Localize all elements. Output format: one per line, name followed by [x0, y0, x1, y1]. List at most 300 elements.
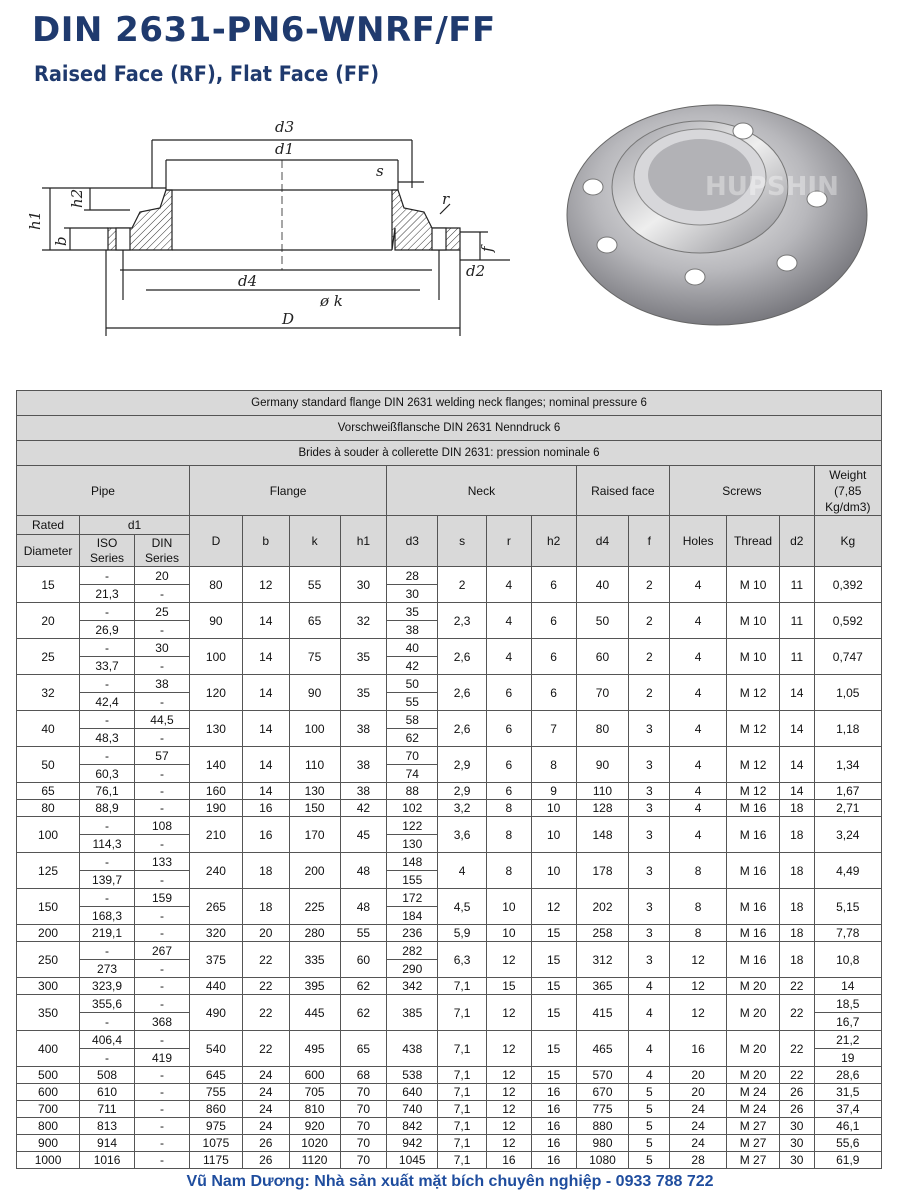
header-neck: Neck — [387, 466, 576, 516]
cell-d3: 88 — [387, 783, 438, 800]
cell-holes: 4 — [670, 747, 727, 783]
cell-dn: 600 — [17, 1084, 80, 1101]
cell-D: 80 — [189, 567, 242, 603]
cell-holes: 4 — [670, 800, 727, 817]
cell-iso: 1016 — [80, 1152, 135, 1169]
cell-kg: 31,5 — [814, 1084, 881, 1101]
cell-thread: M 12 — [727, 711, 780, 747]
cell-iso: 76,1 — [80, 783, 135, 800]
cell-h1: 55 — [340, 925, 387, 942]
cell-b: 26 — [242, 1135, 289, 1152]
cell-s: 6,3 — [438, 942, 487, 978]
cell-din: 368 — [135, 1013, 190, 1031]
cell-r: 12 — [487, 1067, 532, 1084]
cell-b: 26 — [242, 1152, 289, 1169]
cell-d3: 385 — [387, 995, 438, 1031]
cell-d4: 80 — [576, 711, 629, 747]
cell-D: 1075 — [189, 1135, 242, 1152]
table-row — [17, 1101, 882, 1118]
cell-h2: 16 — [531, 1101, 576, 1118]
cell-d4: 148 — [576, 817, 629, 853]
cell-D: 490 — [189, 995, 242, 1031]
cell-b: 14 — [242, 783, 289, 800]
cell-din: 267 — [135, 942, 190, 960]
cell-d3: 38 — [387, 621, 438, 639]
cell-k: 100 — [289, 711, 340, 747]
cell-kg: 4,49 — [814, 853, 881, 889]
header-col-h1: h1 — [340, 516, 387, 567]
cell-f: 3 — [629, 711, 670, 747]
cell-f: 4 — [629, 1067, 670, 1084]
cell-din: - — [135, 1101, 190, 1118]
cell-din: - — [135, 1152, 190, 1169]
cell-thread: M 16 — [727, 800, 780, 817]
cell-k: 65 — [289, 603, 340, 639]
cell-dn: 50 — [17, 747, 80, 783]
label-f: f — [478, 246, 496, 252]
cell-d4: 40 — [576, 567, 629, 603]
cell-kg: 5,15 — [814, 889, 881, 925]
header-col-d3: d3 — [387, 516, 438, 567]
cell-D: 90 — [189, 603, 242, 639]
table-row — [17, 800, 882, 817]
cell-d3: 942 — [387, 1135, 438, 1152]
cell-din: - — [135, 1031, 190, 1049]
table-row — [17, 1152, 882, 1169]
cell-b: 14 — [242, 675, 289, 711]
cell-d2: 14 — [780, 675, 815, 711]
cell-kg: 1,18 — [814, 711, 881, 747]
cell-iso: 60,3 — [80, 765, 135, 783]
cell-h2: 15 — [531, 1031, 576, 1067]
cell-s: 7,1 — [438, 1084, 487, 1101]
cell-d2: 18 — [780, 817, 815, 853]
cell-din: - — [135, 1084, 190, 1101]
cell-D: 440 — [189, 978, 242, 995]
cell-f: 2 — [629, 603, 670, 639]
cell-r: 6 — [487, 783, 532, 800]
cell-h1: 45 — [340, 817, 387, 853]
cell-d4: 980 — [576, 1135, 629, 1152]
cell-dn: 250 — [17, 942, 80, 978]
cell-k: 90 — [289, 675, 340, 711]
caption-en: Germany standard flange DIN 2631 welding neck flanges; nominal pressure 6 — [17, 391, 882, 416]
table-row — [17, 817, 882, 835]
cell-s: 4 — [438, 853, 487, 889]
cell-din: - — [135, 657, 190, 675]
cell-din: - — [135, 693, 190, 711]
cell-kg: 0,392 — [814, 567, 881, 603]
cell-D: 860 — [189, 1101, 242, 1118]
cell-d3: 50 — [387, 675, 438, 693]
cell-kg: 21,2 — [814, 1031, 881, 1049]
cell-thread: M 16 — [727, 889, 780, 925]
cell-k: 445 — [289, 995, 340, 1031]
cell-D: 100 — [189, 639, 242, 675]
cell-r: 12 — [487, 1031, 532, 1067]
cell-d2: 30 — [780, 1118, 815, 1135]
cell-holes: 12 — [670, 978, 727, 995]
header-diameter: Diameter — [17, 535, 80, 567]
cell-h2: 16 — [531, 1152, 576, 1169]
cell-d2: 14 — [780, 783, 815, 800]
cell-iso: 914 — [80, 1135, 135, 1152]
cell-kg: 55,6 — [814, 1135, 881, 1152]
cell-h1: 62 — [340, 978, 387, 995]
cell-r: 4 — [487, 603, 532, 639]
cell-d4: 312 — [576, 942, 629, 978]
header-col-s: s — [438, 516, 487, 567]
cell-d3: 58 — [387, 711, 438, 729]
cell-din: 133 — [135, 853, 190, 871]
cell-s: 7,1 — [438, 1152, 487, 1169]
flange-photo — [555, 95, 880, 330]
cell-k: 495 — [289, 1031, 340, 1067]
header-iso-series: ISO Series — [80, 535, 135, 567]
cell-dn: 65 — [17, 783, 80, 800]
cell-kg: 10,8 — [814, 942, 881, 978]
cell-s: 4,5 — [438, 889, 487, 925]
cell-dn: 350 — [17, 995, 80, 1031]
cell-h1: 70 — [340, 1135, 387, 1152]
cell-iso: 323,9 — [80, 978, 135, 995]
header-raised-face: Raised face — [576, 466, 670, 516]
cell-r: 4 — [487, 567, 532, 603]
cell-f: 5 — [629, 1101, 670, 1118]
cell-f: 4 — [629, 995, 670, 1031]
cell-iso: - — [80, 889, 135, 907]
label-d1: d1 — [275, 140, 295, 158]
cell-D: 210 — [189, 817, 242, 853]
cell-b: 24 — [242, 1067, 289, 1084]
table-row — [17, 567, 882, 585]
cell-holes: 20 — [670, 1084, 727, 1101]
cell-thread: M 27 — [727, 1152, 780, 1169]
cell-d3: 155 — [387, 871, 438, 889]
cell-b: 18 — [242, 853, 289, 889]
cell-s: 3,6 — [438, 817, 487, 853]
cell-thread: M 24 — [727, 1084, 780, 1101]
cell-d2: 18 — [780, 942, 815, 978]
table-row — [17, 747, 882, 765]
header-din-series: DIN Series — [135, 535, 190, 567]
cell-d2: 18 — [780, 889, 815, 925]
cell-h2: 6 — [531, 567, 576, 603]
cell-din: 20 — [135, 567, 190, 585]
cell-thread: M 20 — [727, 978, 780, 995]
table-row — [17, 1067, 882, 1084]
cell-D: 140 — [189, 747, 242, 783]
cell-d4: 178 — [576, 853, 629, 889]
table-row — [17, 1031, 882, 1049]
cell-k: 225 — [289, 889, 340, 925]
cell-holes: 4 — [670, 711, 727, 747]
cell-f: 2 — [629, 567, 670, 603]
cell-b: 16 — [242, 800, 289, 817]
cell-s: 2 — [438, 567, 487, 603]
label-d3: d3 — [275, 118, 295, 136]
cell-iso: 48,3 — [80, 729, 135, 747]
cell-D: 265 — [189, 889, 242, 925]
cell-s: 7,1 — [438, 978, 487, 995]
cell-k: 75 — [289, 639, 340, 675]
cell-s: 7,1 — [438, 1067, 487, 1084]
cell-r: 10 — [487, 889, 532, 925]
cell-kg: 19 — [814, 1049, 881, 1067]
cell-dn: 800 — [17, 1118, 80, 1135]
cell-holes: 24 — [670, 1118, 727, 1135]
cell-s: 5,9 — [438, 925, 487, 942]
cell-din: 159 — [135, 889, 190, 907]
header-pipe: Pipe — [17, 466, 190, 516]
cell-r: 6 — [487, 711, 532, 747]
cell-h2: 16 — [531, 1135, 576, 1152]
cell-d4: 128 — [576, 800, 629, 817]
cell-thread: M 20 — [727, 1067, 780, 1084]
cell-k: 55 — [289, 567, 340, 603]
cell-iso: - — [80, 747, 135, 765]
cell-k: 705 — [289, 1084, 340, 1101]
cell-h2: 10 — [531, 853, 576, 889]
cell-r: 12 — [487, 1084, 532, 1101]
cell-d2: 11 — [780, 567, 815, 603]
cell-thread: M 16 — [727, 853, 780, 889]
cell-h1: 68 — [340, 1067, 387, 1084]
cell-s: 2,9 — [438, 747, 487, 783]
cell-d2: 26 — [780, 1101, 815, 1118]
cell-b: 14 — [242, 603, 289, 639]
cell-iso: - — [80, 942, 135, 960]
header-rated: Rated — [17, 516, 80, 535]
cell-holes: 4 — [670, 639, 727, 675]
header-col-holes: Holes — [670, 516, 727, 567]
cell-D: 1175 — [189, 1152, 242, 1169]
label-h2: h2 — [68, 188, 86, 208]
table-row — [17, 995, 882, 1013]
cell-f: 4 — [629, 1031, 670, 1067]
cell-D: 755 — [189, 1084, 242, 1101]
cell-thread: M 27 — [727, 1118, 780, 1135]
cell-D: 120 — [189, 675, 242, 711]
cell-d2: 30 — [780, 1135, 815, 1152]
cell-dn: 500 — [17, 1067, 80, 1084]
cell-dn: 700 — [17, 1101, 80, 1118]
cell-d4: 202 — [576, 889, 629, 925]
cell-s: 7,1 — [438, 1031, 487, 1067]
page-subtitle: Raised Face (RF), Flat Face (FF) — [34, 62, 380, 86]
caption-fr: Brides à souder à collerette DIN 2631: pression nominale 6 — [17, 441, 882, 466]
cell-h2: 16 — [531, 1118, 576, 1135]
cell-b: 24 — [242, 1101, 289, 1118]
cell-d4: 465 — [576, 1031, 629, 1067]
header-col-f: f — [629, 516, 670, 567]
cell-iso: 273 — [80, 960, 135, 978]
cell-b: 22 — [242, 1031, 289, 1067]
cell-holes: 12 — [670, 995, 727, 1031]
cell-din: - — [135, 1067, 190, 1084]
cell-D: 540 — [189, 1031, 242, 1067]
cell-din: - — [135, 1118, 190, 1135]
cell-dn: 15 — [17, 567, 80, 603]
cell-b: 12 — [242, 567, 289, 603]
cell-d2: 14 — [780, 747, 815, 783]
cell-d3: 35 — [387, 603, 438, 621]
cell-d2: 30 — [780, 1152, 815, 1169]
cell-iso: 139,7 — [80, 871, 135, 889]
cell-h1: 48 — [340, 889, 387, 925]
cell-kg: 1,67 — [814, 783, 881, 800]
cell-s: 2,6 — [438, 675, 487, 711]
cell-D: 320 — [189, 925, 242, 942]
cell-d3: 130 — [387, 835, 438, 853]
caption-de: Vorschweißflansche DIN 2631 Nenndruck 6 — [17, 416, 882, 441]
table-row — [17, 925, 882, 942]
cell-d3: 40 — [387, 639, 438, 657]
cell-h1: 38 — [340, 711, 387, 747]
cell-kg: 1,05 — [814, 675, 881, 711]
table-row — [17, 978, 882, 995]
cell-din: - — [135, 995, 190, 1013]
cell-d2: 11 — [780, 639, 815, 675]
cell-s: 7,1 — [438, 1101, 487, 1118]
cell-D: 190 — [189, 800, 242, 817]
table-row — [17, 1084, 882, 1101]
cell-f: 4 — [629, 978, 670, 995]
cell-b: 18 — [242, 889, 289, 925]
table-row — [17, 783, 882, 800]
cell-iso: - — [80, 817, 135, 835]
header-col-k: k — [289, 516, 340, 567]
cell-s: 2,6 — [438, 639, 487, 675]
cell-k: 920 — [289, 1118, 340, 1135]
header-d1: d1 — [80, 516, 190, 535]
cell-s: 2,6 — [438, 711, 487, 747]
cell-din: 38 — [135, 675, 190, 693]
cell-h1: 38 — [340, 747, 387, 783]
cell-iso: 813 — [80, 1118, 135, 1135]
cell-r: 10 — [487, 925, 532, 942]
table-row — [17, 1135, 882, 1152]
cell-din: - — [135, 1135, 190, 1152]
header-weight-note: (7,85 Kg/dm3) — [825, 483, 871, 514]
cell-d3: 172 — [387, 889, 438, 907]
cell-dn: 20 — [17, 603, 80, 639]
cell-iso: 406,4 — [80, 1031, 135, 1049]
cell-f: 3 — [629, 889, 670, 925]
cell-dn: 125 — [17, 853, 80, 889]
cell-d4: 415 — [576, 995, 629, 1031]
cell-kg: 16,7 — [814, 1013, 881, 1031]
cell-holes: 8 — [670, 889, 727, 925]
cell-s: 2,9 — [438, 783, 487, 800]
cell-k: 335 — [289, 942, 340, 978]
cell-din: - — [135, 835, 190, 853]
cell-iso: 88,9 — [80, 800, 135, 817]
photo-watermark: HUPSHIN — [705, 172, 839, 202]
cell-r: 12 — [487, 995, 532, 1031]
cell-d3: 122 — [387, 817, 438, 835]
cell-b: 20 — [242, 925, 289, 942]
cell-d2: 22 — [780, 995, 815, 1031]
cell-h2: 15 — [531, 995, 576, 1031]
cell-d3: 74 — [387, 765, 438, 783]
cell-f: 5 — [629, 1084, 670, 1101]
cell-iso: - — [80, 603, 135, 621]
table-row — [17, 675, 882, 693]
cell-iso: 219,1 — [80, 925, 135, 942]
cell-h2: 8 — [531, 747, 576, 783]
cell-d2: 11 — [780, 603, 815, 639]
cell-h1: 65 — [340, 1031, 387, 1067]
cell-d4: 570 — [576, 1067, 629, 1084]
flange-spec-table — [16, 390, 882, 1169]
cell-dn: 900 — [17, 1135, 80, 1152]
cell-d2: 14 — [780, 711, 815, 747]
cell-kg: 2,71 — [814, 800, 881, 817]
cell-din: - — [135, 585, 190, 603]
cell-iso: 168,3 — [80, 907, 135, 925]
cell-d3: 538 — [387, 1067, 438, 1084]
cell-iso: 355,6 — [80, 995, 135, 1013]
page-title: DIN 2631-PN6-WNRF/FF — [32, 10, 496, 50]
cell-din: - — [135, 871, 190, 889]
cell-din: - — [135, 765, 190, 783]
cell-b: 22 — [242, 995, 289, 1031]
cell-din: - — [135, 960, 190, 978]
cell-kg: 46,1 — [814, 1118, 881, 1135]
cell-iso: - — [80, 639, 135, 657]
cell-holes: 4 — [670, 783, 727, 800]
flange-technical-drawing — [20, 100, 520, 350]
cell-dn: 150 — [17, 889, 80, 925]
header-screws: Screws — [670, 466, 814, 516]
cell-f: 2 — [629, 639, 670, 675]
cell-d4: 50 — [576, 603, 629, 639]
cell-d3: 282 — [387, 942, 438, 960]
cell-d3: 70 — [387, 747, 438, 765]
cell-d3: 740 — [387, 1101, 438, 1118]
table-row — [17, 639, 882, 657]
cell-r: 6 — [487, 747, 532, 783]
cell-d3: 842 — [387, 1118, 438, 1135]
cell-dn: 300 — [17, 978, 80, 995]
cell-k: 150 — [289, 800, 340, 817]
label-d2: d2 — [466, 262, 486, 280]
cell-iso: - — [80, 853, 135, 871]
cell-h1: 35 — [340, 639, 387, 675]
cell-h2: 15 — [531, 978, 576, 995]
cell-h2: 16 — [531, 1084, 576, 1101]
cell-k: 1120 — [289, 1152, 340, 1169]
cell-din: - — [135, 925, 190, 942]
cell-k: 600 — [289, 1067, 340, 1084]
cell-thread: M 12 — [727, 783, 780, 800]
cell-din: 108 — [135, 817, 190, 835]
cell-f: 5 — [629, 1135, 670, 1152]
cell-h2: 10 — [531, 817, 576, 853]
cell-dn: 25 — [17, 639, 80, 675]
cell-d4: 70 — [576, 675, 629, 711]
cell-k: 130 — [289, 783, 340, 800]
header-col-h2: h2 — [531, 516, 576, 567]
cell-b: 16 — [242, 817, 289, 853]
cell-h2: 15 — [531, 1067, 576, 1084]
cell-iso: 711 — [80, 1101, 135, 1118]
footer-contact: Vũ Nam Dương: Nhà sản xuất mặt bích chuyên nghiệp - 0933 788 722 — [186, 1173, 714, 1190]
header-col-D: D — [189, 516, 242, 567]
cell-h1: 60 — [340, 942, 387, 978]
cell-r: 6 — [487, 675, 532, 711]
